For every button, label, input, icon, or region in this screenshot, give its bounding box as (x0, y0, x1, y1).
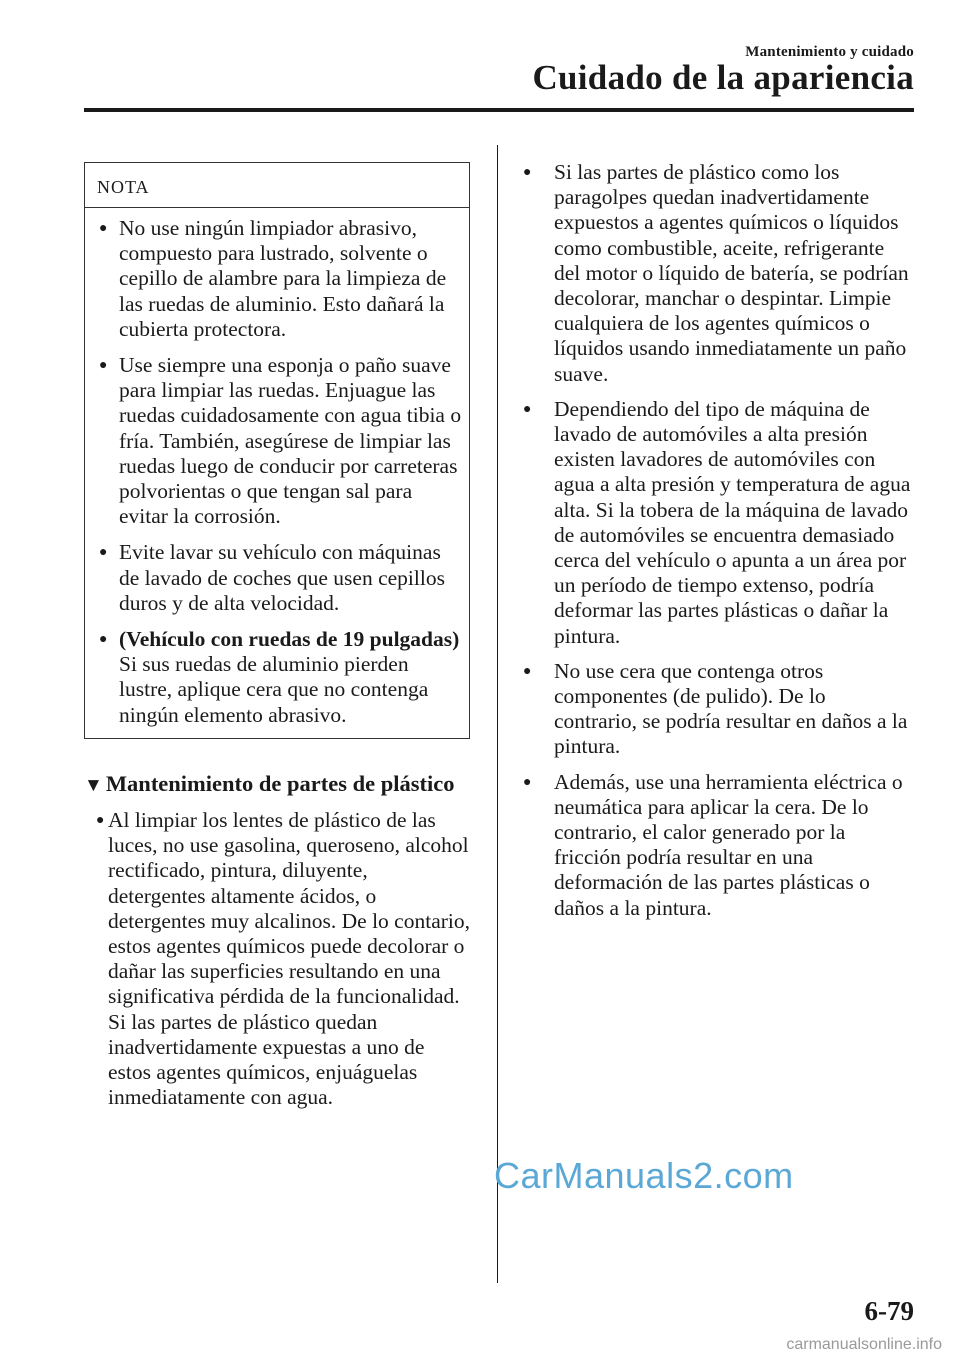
note-box (84, 162, 470, 739)
note-item (85, 216, 463, 342)
list-item-text: Dependiendo del tipo de máquina de lavado de automóviles a alta presión existen lavadores de automóviles con agua a alta presión y temperatura de agua alta. Si la tobera de la máquina de lavado de automóviles se encuentra demasiado cerca del vehículo o apunta a un área por un período de tiempo extenso, podría deformar las partes plásticas o dañar la pintura. (554, 396, 911, 648)
bullet-icon: ● (523, 774, 532, 790)
section-heading (84, 771, 470, 798)
watermark-link[interactable]: CarManuals2.com (494, 1155, 794, 1196)
list-item-text: Al limpiar los lentes de plástico de las luces, no use gasolina, queroseno, alcohol rectificado, pintura, diluyente, detergentes altamente ácidos, o detergentes muy alcalinos. De lo contario, estos agentes químicos puede decolorar o dañar las superficies resultando en una significativa pérdida de la funcionalidad. Si las partes de plástico quedan inadvertidamente expuestas a uno de estos agentes químicos, enjuáguelas inmediatamente con agua. (108, 808, 471, 1110)
list-item-text: No use cera que contenga otros componentes (de pulido). De lo contrario, se podría resultar en daños a la pintura. (554, 658, 908, 759)
list-item (518, 160, 914, 387)
note-item-text: Evite lavar su vehículo con máquinas de lavado de coches que usen cepillos duros y de alta velocidad. (119, 540, 445, 615)
bullet-icon: ● (523, 165, 532, 180)
bullet-icon: ● (99, 358, 108, 374)
right-column (518, 160, 914, 931)
note-item-heading: (Vehículo con ruedas de 19 pulgadas) (119, 627, 460, 652)
bullet-icon: ● (99, 545, 108, 561)
bullet-icon: ● (96, 813, 105, 829)
section-heading-text: Mantenimiento de partes de plástico (105, 770, 455, 796)
note-item-text: Use siempre una esponja o paño suave para limpiar las ruedas. Enjuague las ruedas cuidadosamente con agua tibia o fría. También, asegúrese de limpiar las ruedas luego de conducir por carreteras polvorientas o que tengan sal para evitar la corrosión. (119, 353, 462, 529)
header-rule (84, 108, 914, 112)
triangle-down-icon: ▼ (84, 774, 103, 796)
footer-watermark-link[interactable]: carmanualsonline.info (786, 1336, 942, 1353)
list-item (518, 397, 914, 649)
list-item (518, 659, 914, 760)
note-item (85, 627, 463, 728)
bullet-icon: ● (99, 632, 108, 648)
bullet-icon: ● (99, 221, 108, 236)
column-divider (497, 145, 498, 1283)
right-list (518, 160, 914, 921)
bullet-icon: ● (523, 663, 532, 679)
note-item (85, 353, 463, 529)
bullet-icon: ● (523, 401, 532, 417)
note-item (85, 540, 463, 616)
list-item (518, 770, 914, 921)
left-column (84, 162, 470, 1122)
list-item-text: Además, use una herramienta eléctrica o neumática para aplicar la cera. De lo contrario, el calor generado por la fricción podría resultar en una deformación de las partes plásticas o daños a la pintura. (554, 769, 903, 920)
note-title: NOTA (97, 177, 150, 197)
note-item-text: Si sus ruedas de aluminio pierden lustre, aplique cera que no contenga ningún elemento abrasivo. (119, 652, 429, 727)
section-list (84, 808, 470, 1110)
note-body (85, 208, 469, 738)
note-item-text: No use ningún limpiador abrasivo, compuesto para lustrado, solvente o cepillo de alambre para la limpieza de las ruedas de aluminio. Esto dañará la cubierta protectora. (119, 216, 447, 341)
note-list (85, 216, 463, 728)
page-title: Cuidado de la apariencia (532, 58, 914, 97)
page-number: 6-79 (864, 1296, 914, 1326)
header-section-label: Mantenimiento y cuidado (745, 44, 914, 60)
list-item (84, 808, 470, 1110)
list-item-text: Si las partes de plástico como los paragolpes quedan inadvertidamente expuestos a agentes químicos o líquidos como combustible, aceite, refrigerante del motor o líquido de batería, se podrían decolorar, manchar o despintar. Limpie cualquiera de los agentes químicos o líquidos usando inmediatamente un paño suave. (554, 160, 909, 386)
